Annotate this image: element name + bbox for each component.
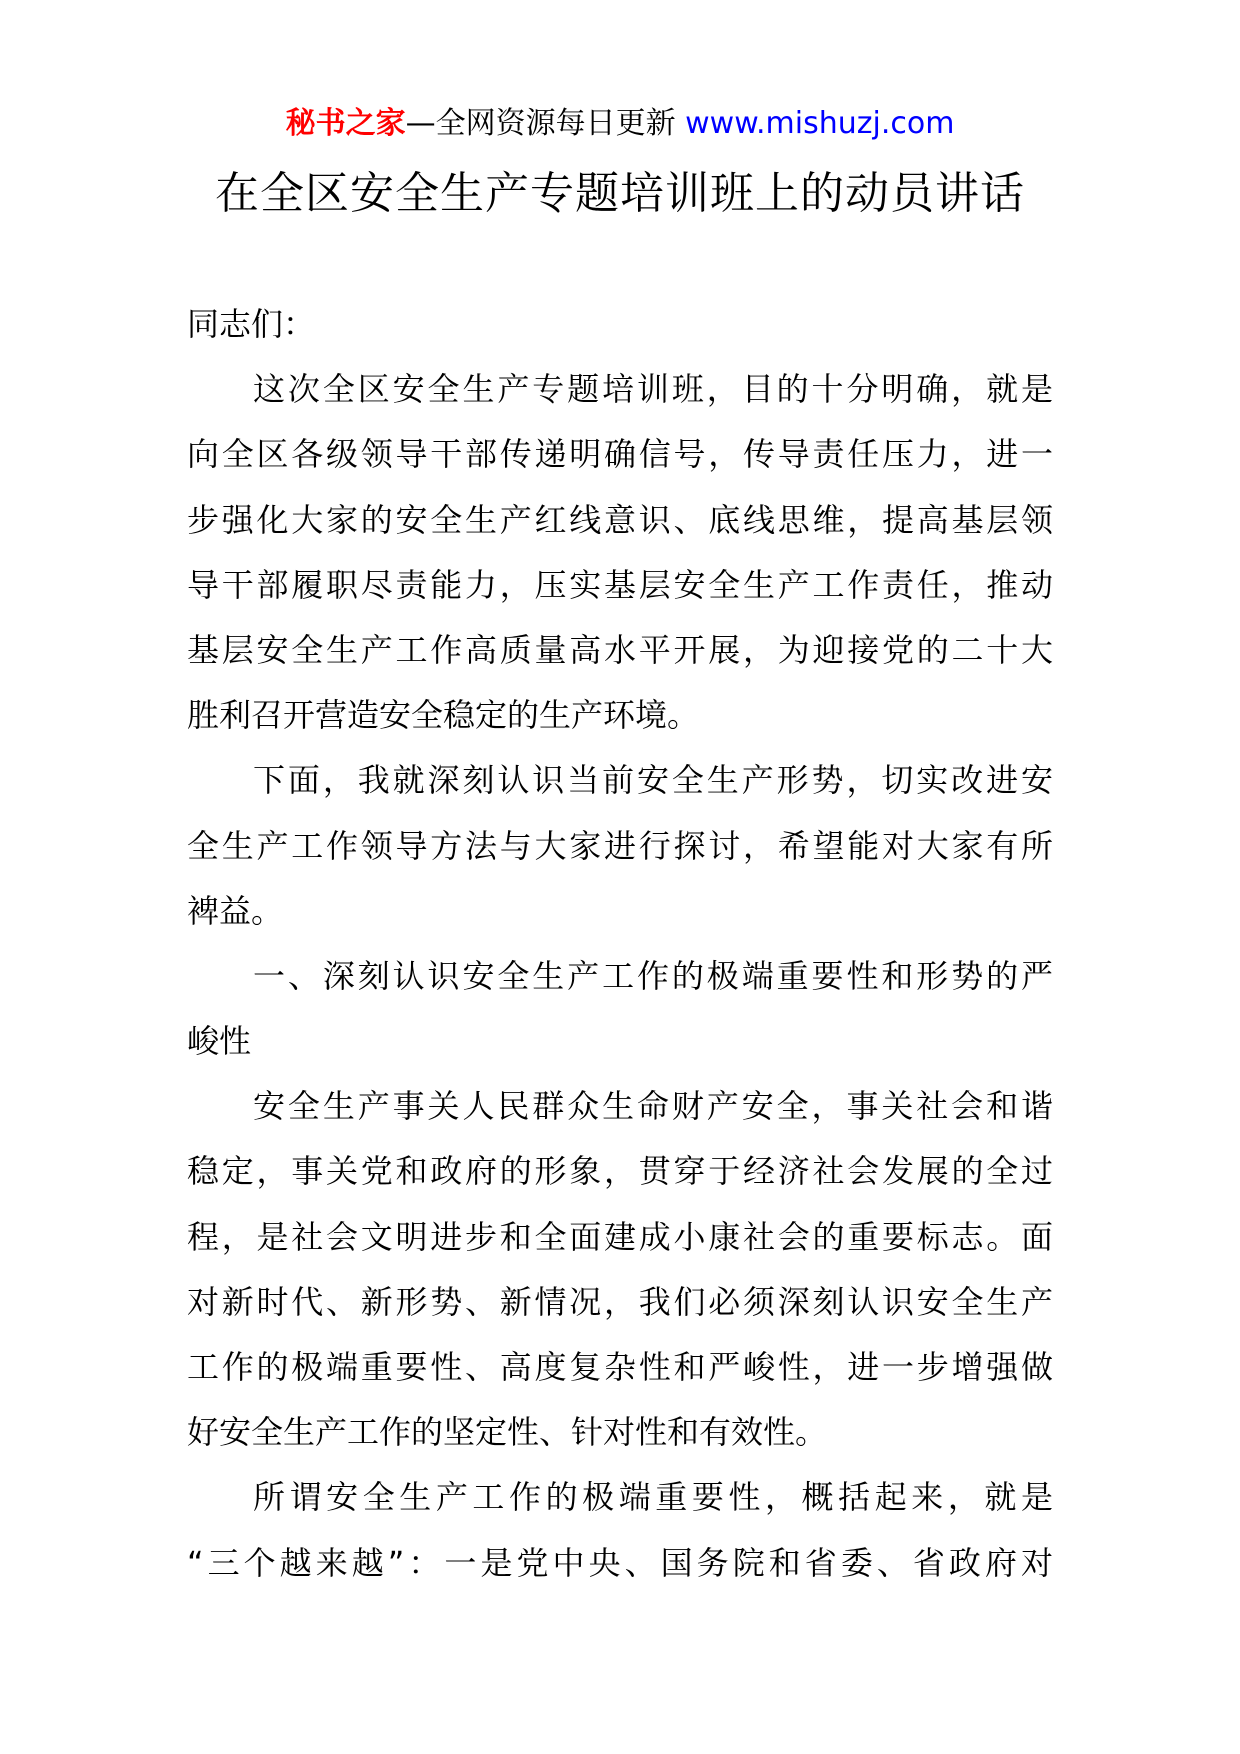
paragraph-line: 程，是社会文明进步和全面建成小康社会的重要标志。面 [187,1217,1053,1256]
paragraph-line: 裨益。 [187,891,284,930]
paragraph-line: 稳定，事关党和政府的形象，贯穿于经济社会发展的全过 [187,1152,1053,1191]
paragraph-line: 下面，我就深刻认识当前安全生产形势，切实改进安 [253,761,1053,800]
paragraph-line: 基层安全生产工作高质量高水平开展，为迎接党的二十大 [187,630,1053,669]
paragraph-line: 工作的极端重要性、高度复杂性和严峻性，进一步增强做 [187,1348,1053,1386]
paragraph-line: 导干部履职尽责能力，压实基层安全生产工作责任，推动 [187,565,1053,604]
site-url-link[interactable]: www.mishuzj.com [685,106,955,141]
brand-name: 秘书之家 [285,106,406,141]
salutation: 同志们： [187,305,316,343]
section-heading-line: 一、深刻认识安全生产工作的极端重要性和形势的严 [253,956,1053,995]
document-title: 在全区安全生产专题培训班上的动员讲话 [215,168,1025,219]
site-banner [0,100,1240,148]
banner-slogan: —全网资源每日更新 [405,106,676,141]
document-body [187,292,1053,1596]
paragraph-line: 好安全生产工作的坚定性、针对性和有效性。 [187,1413,828,1452]
paragraph-line: 这次全区安全生产专题培训班，目的十分明确，就是 [253,370,1053,409]
section-heading-line: 峻性 [187,1022,252,1061]
paragraph-line: 安全生产事关人民群众生命财产安全，事关社会和谐 [253,1087,1053,1126]
paragraph-line: 对新时代、新形势、新情况，我们必须深刻认识安全生产 [187,1282,1053,1321]
paragraph-line: “三个越来越”：一是党中央、国务院和省委、省政府对 [187,1543,1053,1582]
paragraph-line: 全生产工作领导方法与大家进行探讨，希望能对大家有所 [187,826,1053,865]
paragraph-line: 向全区各级领导干部传递明确信号，传导责任压力，进一 [187,435,1053,474]
paragraph-line: 胜利召开营造安全稳定的生产环境。 [187,696,700,735]
paragraph-line: 所谓安全生产工作的极端重要性，概括起来，就是 [253,1478,1053,1517]
paragraph-line: 步强化大家的安全生产红线意识、底线思维，提高基层领 [187,500,1053,539]
